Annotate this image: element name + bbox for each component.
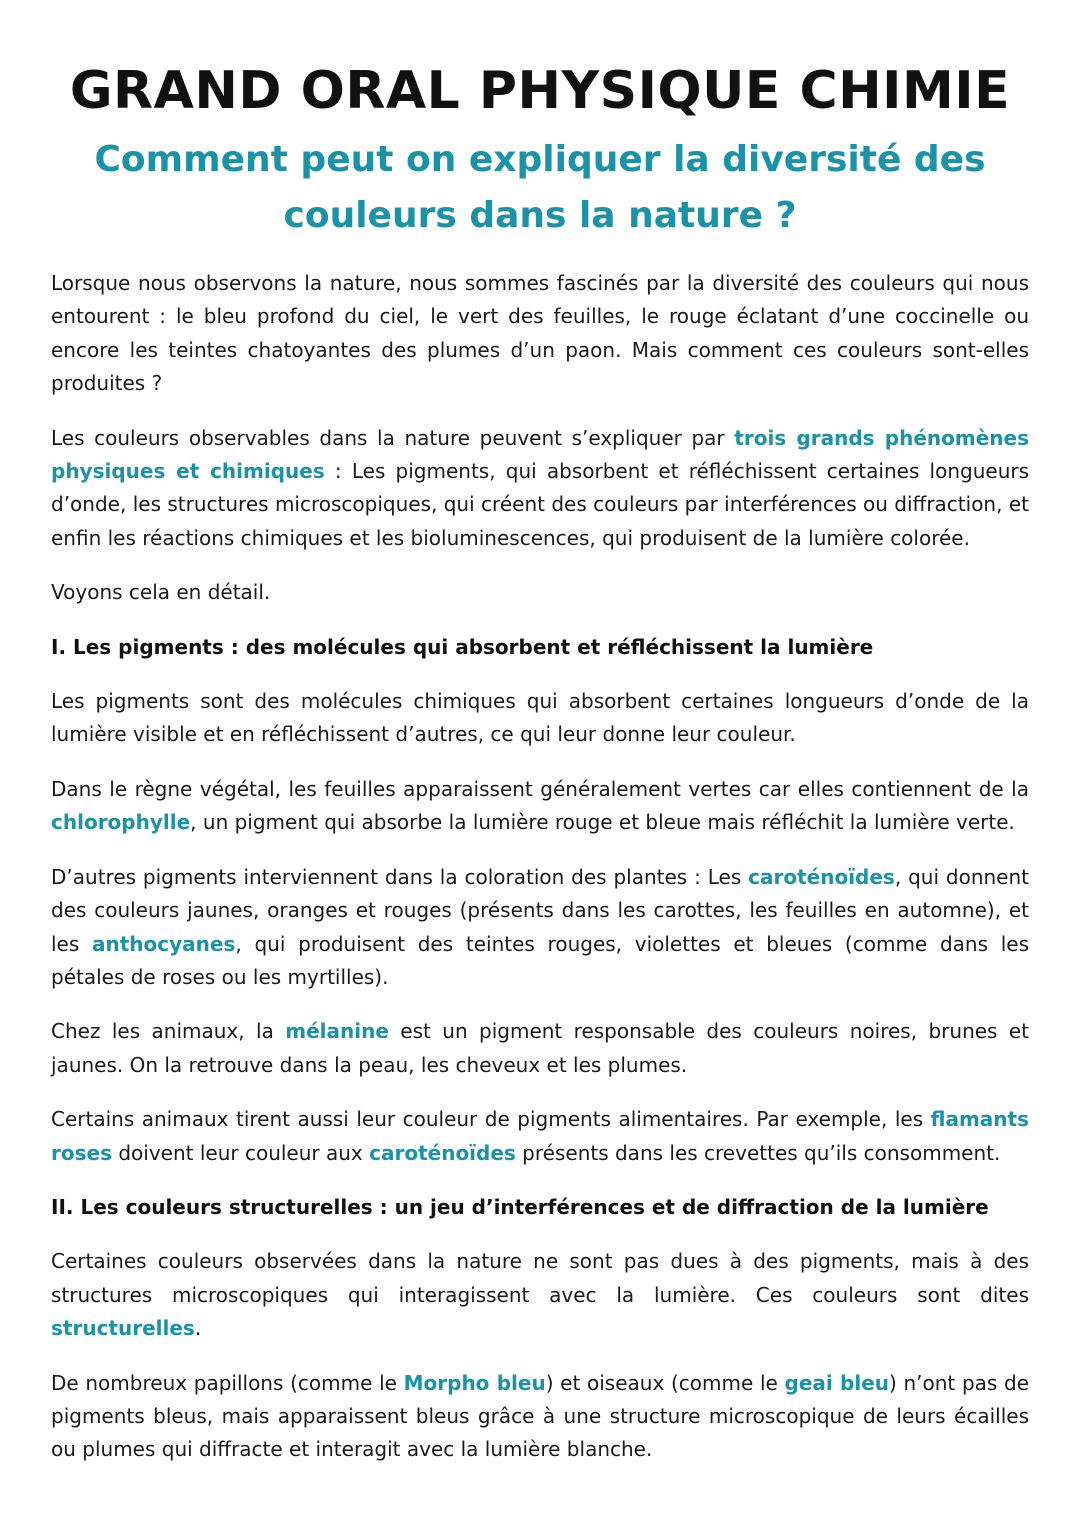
section-heading-structural: II. Les couleurs structurelles : un jeu d’interférences et de diffraction de la lumière bbox=[51, 1194, 989, 1219]
text-run: D’autres pigments interviennent dans la coloration des plantes : Les bbox=[51, 864, 749, 889]
pigments-paragraph-3 bbox=[51, 861, 1029, 995]
text-run: , un pigment qui absorbe la lumière rouge et bleue mais réfléchit la lumière verte. bbox=[190, 810, 1015, 835]
pigments-paragraph-4 bbox=[51, 1015, 1029, 1082]
pigments-paragraph-5 bbox=[51, 1103, 1029, 1170]
highlight-term: structurelles bbox=[51, 1316, 195, 1341]
highlight-term: caroténoïdes bbox=[369, 1140, 516, 1165]
text-run: Les couleurs observables dans la nature peuvent s’expliquer par bbox=[51, 425, 735, 450]
section-heading-pigments: I. Les pigments : des molécules qui absorbent et réfléchissent la lumière bbox=[51, 634, 874, 659]
structural-paragraph-1 bbox=[51, 1245, 1029, 1345]
text-run: Certaines couleurs observées dans la nature ne sont pas dues à des pigments, mais à des structures microscopiques qui interagissent avec la lumière. Ces couleurs sont dites bbox=[51, 1249, 1029, 1307]
pigments-paragraph-1: Les pigments sont des molécules chimiques qui absorbent certaines longueurs d’onde de la lumière visible et en réfléchissent d’autres, ce qui leur donne leur couleur. bbox=[51, 689, 1029, 747]
text-run: , qui produisent des teintes rouges, violettes et bleues (comme dans les pétales de roses ou les myrtilles). bbox=[51, 931, 1030, 989]
highlight-term: trois grands phénomènes physiques et chimiques bbox=[51, 425, 1029, 484]
subtitle-line-2: couleurs dans la nature ? bbox=[283, 195, 797, 236]
highlight-term: anthocyanes bbox=[92, 931, 236, 956]
structural-paragraph-2 bbox=[51, 1367, 1029, 1467]
subtitle-line-1: Comment peut on expliquer la diversité des bbox=[94, 139, 986, 180]
text-run: Chez les animaux, la bbox=[51, 1019, 286, 1044]
text-run: Certains animaux tirent aussi leur couleur de pigments alimentaires. Par exemple, les bbox=[51, 1107, 931, 1132]
highlight-term: chlorophylle bbox=[51, 810, 191, 835]
intro-paragraph-2 bbox=[51, 422, 1029, 556]
text-run: Dans le règne végétal, les feuilles apparaissent généralement vertes car elles contiennent de la bbox=[51, 776, 1029, 801]
text-run: ) et oiseaux (comme le bbox=[545, 1370, 785, 1395]
text-run: présents dans les crevettes qu’ils consomment. bbox=[515, 1140, 1001, 1165]
intro-paragraph-3: Voyons cela en détail. bbox=[51, 580, 271, 605]
highlight-term: caroténoïdes bbox=[748, 864, 895, 889]
pigments-paragraph-2 bbox=[51, 773, 1029, 840]
intro-paragraph-1: Lorsque nous observons la nature, nous sommes fascinés par la diversité des couleurs qui nous entourent : le bleu profond du ciel, le vert des feuilles, le rouge éclatant d’une coccinelle ou encore les teintes chatoyantes des plumes d’un paon. Mais comment ces couleurs sont-elles produites ? bbox=[51, 271, 1029, 396]
highlight-term: geai bleu bbox=[784, 1370, 889, 1395]
highlight-term: Morpho bleu bbox=[403, 1370, 546, 1395]
text-run: , qui donnent des couleurs jaunes, oranges et rouges (présents dans les carottes, les feuilles en automne), et les bbox=[51, 864, 1030, 956]
text-run: De nombreux papillons (comme le bbox=[51, 1370, 404, 1395]
document-title: GRAND ORAL PHYSIQUE CHIMIE bbox=[69, 61, 1011, 121]
text-run: doivent leur couleur aux bbox=[111, 1140, 370, 1165]
document-body bbox=[51, 267, 1029, 1467]
text-run: ) n’ont pas de pigments bleus, mais apparaissent bleus grâce à une structure microscopique de leurs écailles ou plumes qui diffracte et interagit avec la lumière blanche. bbox=[51, 1370, 1030, 1462]
text-run: . bbox=[194, 1316, 202, 1341]
highlight-term: flamants roses bbox=[51, 1107, 1029, 1165]
highlight-term: mélanine bbox=[285, 1019, 389, 1044]
text-run: est un pigment responsable des couleurs noires, brunes et jaunes. On la retrouve dans la peau, les cheveux et les plumes. bbox=[51, 1019, 1030, 1077]
text-run: : Les pigments, qui absorbent et réfléchissent certaines longueurs d’onde, les structures microscopiques, qui créent des couleurs par interférences ou diffraction, et enfin les réactions chimiques et les bioluminescences, qui produisent de la lumière colorée. bbox=[51, 459, 1030, 550]
document-subtitle bbox=[51, 132, 1029, 244]
